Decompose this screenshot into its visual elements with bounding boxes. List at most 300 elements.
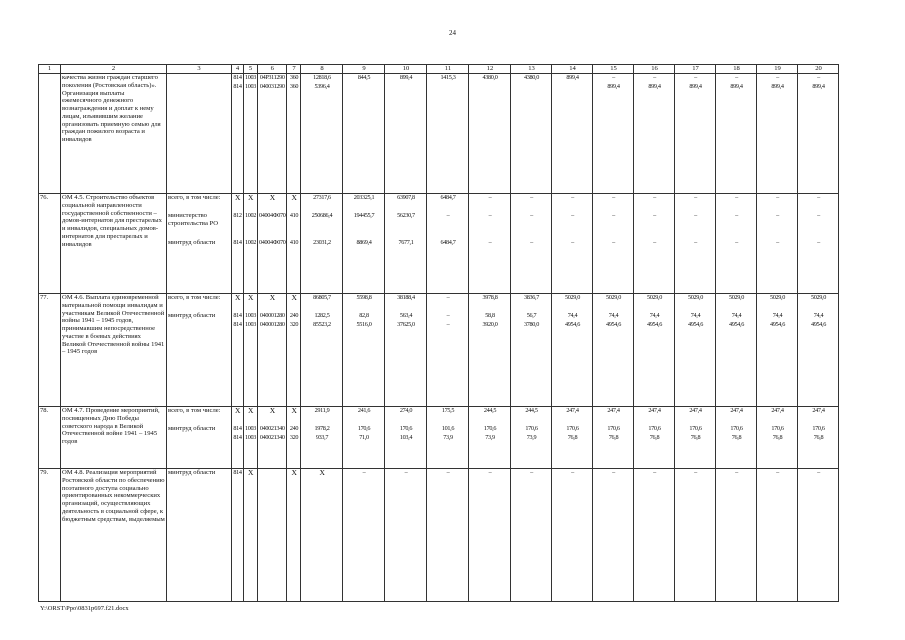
value-line: Х [247,468,254,477]
value-line: Х [269,293,275,302]
row-number: 77. [39,294,61,407]
value-line: – [817,239,820,246]
value-cell [634,469,675,602]
value-line: – [653,212,656,219]
value-line: 899,4 [648,83,661,90]
value-line: – [362,469,366,476]
value-cell [343,194,385,294]
value-cell [757,469,798,602]
value-cell [257,294,287,407]
value-line: 76,8 [690,434,701,441]
value-cell [593,407,634,469]
executor-line: минтруд области [168,425,216,432]
value-cell [634,74,675,194]
value-line: – [612,212,615,219]
value-cell [232,407,244,469]
value-line: 250686,4 [311,212,333,219]
value-cell [469,469,511,602]
value-line: 4380,0 [524,74,539,81]
value-line: 103,4 [399,434,413,441]
value-line: 814 [233,321,242,328]
value-cell [257,74,287,194]
value-line [259,469,286,478]
value-cell [716,469,757,602]
value-line: 360 [289,74,299,81]
value-cell [552,469,593,602]
value-line: – [694,194,697,201]
table-row [39,74,839,194]
value-line: 899,4 [689,83,702,90]
value-line: 5029,0 [688,294,703,301]
executor-line [168,92,230,110]
header-cell: 17 [675,65,716,74]
value-line: – [817,212,820,219]
value-line: – [404,469,408,476]
value-line: 1002 [245,212,256,219]
header-cell: 12 [469,65,511,74]
value-cell [244,407,258,469]
value-cell [798,469,839,602]
value-cell [427,407,469,469]
value-line: 240 [289,425,299,432]
value-cell [511,74,552,194]
value-line: – [653,194,656,201]
value-line: 203325,1 [353,194,375,201]
table-row [39,469,839,602]
value-line [386,83,425,92]
value-cell [675,407,716,469]
header-row [39,65,839,74]
value-line: – [571,239,574,246]
value-line: 1003 [245,83,256,90]
value-line: 170,6 [525,425,538,432]
value-line: – [817,74,820,81]
value-line: 247,4 [648,407,661,414]
value-line: 4954,6 [811,321,826,328]
value-line: 3920,0 [482,321,498,328]
executor-line: всего, в том числе: [168,294,221,301]
table-body [39,65,839,602]
value-line: 5029,0 [606,294,621,301]
value-cell [511,469,552,602]
value-line: 5029,0 [647,294,662,301]
value-line: 76,8 [731,434,742,441]
value-cell [511,194,552,294]
value-cell [552,407,593,469]
value-line: 170,6 [771,425,784,432]
value-line: – [612,239,615,246]
value-line: 899,4 [730,83,743,90]
value-line: 3978,8 [482,294,498,301]
value-cell [287,407,301,469]
value-cell [469,294,511,407]
value-line: 74,4 [731,312,742,319]
value-cell [593,469,634,602]
value-line: 7677,1 [398,239,414,246]
value-cell [634,294,675,407]
value-line: – [530,194,533,201]
value-line: 63907,8 [397,194,415,201]
value-line: 76,8 [772,434,783,441]
header-cell: 18 [716,65,757,74]
value-line: 410 [289,212,299,219]
value-cell [301,294,343,407]
row-number: 76. [39,194,61,294]
value-cell [385,194,427,294]
value-cell [511,294,552,407]
value-line: – [488,212,492,219]
value-line [553,83,591,92]
value-line: 04004Ф070 [258,212,286,219]
value-line: 170,6 [689,425,702,432]
value-line: 74,4 [608,312,619,319]
table-row [39,294,839,407]
value-line: 170,6 [812,425,825,432]
value-line: 4954,6 [688,321,703,328]
value-line: – [530,239,533,246]
executor-line: минтруд области [168,312,216,319]
value-line: 1003 [245,321,256,328]
executor-line [168,330,230,348]
value-cell [469,194,511,294]
value-line: 4954,6 [729,321,744,328]
value-line [470,83,509,92]
value-line: 74,4 [772,312,783,319]
value-line: 5516,0 [356,321,372,328]
header-cell: 20 [798,65,839,74]
value-line: 814 [233,469,242,476]
value-line: 814 [233,425,242,432]
value-cell [232,74,244,194]
value-line: 4954,6 [606,321,621,328]
value-line: – [488,194,492,201]
value-cell [593,194,634,294]
value-cell [593,294,634,407]
measure-name: ОМ 4.7. Проведение мероприятий, посвященных Дню Победы советского народа в Великой Отечественной войне 1941 – 1945 годов [61,407,167,469]
header-cell: 4 [232,65,244,74]
executor-line: министерство строительства РО [168,212,219,227]
value-line: 040001280 [259,321,285,328]
value-line: – [612,194,615,201]
page-number: 24 [449,29,456,37]
value-line: 899,4 [566,74,579,81]
value-cell [552,194,593,294]
value-line: Х [291,406,297,415]
value-line: 899,4 [771,83,784,90]
value-cell [757,407,798,469]
header-cell: 6 [257,65,287,74]
value-line: – [488,239,492,246]
value-line: 71,0 [359,434,369,441]
value-line: 814 [233,74,242,81]
measure-name: ОМ 4.8. Реализация мероприятий Ростовской области по обеспечению поэтапного доступа социально ориентированных некоммерческих организаций, осуществляющих деятельность в социальной сфере, к бюджетным средствам, выделяемым [61,469,167,602]
value-line: 58,8 [485,312,495,319]
value-line: 814 [233,239,242,246]
value-line: 85523,2 [313,321,331,328]
value-line: 844,5 [357,74,371,81]
value-line: – [817,194,820,201]
value-line: 040021340 [259,434,285,441]
value-line: 4380,0 [482,74,498,81]
measure-name: ОМ 4.6. Выплата единовременной материальной помощи инвалидам и участникам Великой Отечественной войны 1941 – 1945 годов, принимавшим непосредственное участие в боевых действиях Великой Отечественной войны 1941 – 1945 годов [61,294,167,407]
header-cell: 16 [634,65,675,74]
value-line: – [694,469,697,476]
value-line: Х [234,293,241,302]
value-cell [287,74,301,194]
value-cell [427,469,469,602]
executor-cell [167,74,232,194]
value-line: 247,4 [730,407,743,414]
value-line: 1415,3 [440,74,456,81]
value-line: Х [269,193,275,202]
value-line: 5029,0 [565,294,580,301]
value-line: – [776,469,779,476]
value-line: 8869,4 [356,239,372,246]
value-line: 170,6 [357,425,371,432]
value-cell [798,74,839,194]
value-line: 241,6 [357,407,371,414]
value-cell [757,74,798,194]
value-line: 1978,2 [314,425,330,432]
value-line: 170,6 [483,425,497,432]
value-line: 4954,6 [565,321,580,328]
value-line: 56230,7 [397,212,415,219]
value-line: 194455,7 [353,212,375,219]
value-line: – [571,469,574,476]
value-line: – [817,469,820,476]
value-line: 170,6 [607,425,620,432]
value-line: Х [319,468,325,477]
value-line: – [653,74,656,81]
value-cell [798,194,839,294]
value-line: 244,5 [483,407,497,414]
value-line: 76,8 [608,434,619,441]
value-line: 1003 [245,312,256,319]
value-line: – [694,239,697,246]
executor-line: минтруд области [168,239,216,246]
value-line: 3780,0 [524,321,539,328]
value-line: – [735,469,738,476]
value-line: 23031,2 [313,239,331,246]
value-line: 410 [289,239,299,246]
table-row [39,407,839,469]
value-line: – [694,74,697,81]
value-cell [244,194,258,294]
value-line: – [446,312,450,319]
value-cell [343,469,385,602]
row-number [39,74,61,194]
value-cell [232,294,244,407]
header-cell: 9 [343,65,385,74]
row-number: 79. [39,469,61,602]
executor-cell [167,407,232,469]
value-line: 86805,7 [313,294,331,301]
value-line: Х [291,468,297,477]
value-cell [427,74,469,194]
value-line [512,83,550,92]
value-line: 6484,7 [440,239,456,246]
value-line: 38188,4 [397,294,415,301]
value-cell [232,469,244,602]
value-cell [301,407,343,469]
value-cell [257,407,287,469]
value-line: 1003 [245,425,256,432]
value-cell [798,294,839,407]
value-line: – [735,212,738,219]
value-line: Х [247,293,254,302]
value-cell [757,194,798,294]
value-line [428,83,467,92]
measure-name: качества жизни граждан старшего поколения (Ростовская область)». Организация выплаты ежемесячного денежного вознаграждения и доплат к нему лицам, изъявившим желание организовать приемную семью для граждан пожилого возраста и инвалидов [61,74,167,194]
executor-line [168,74,230,92]
value-line: – [653,239,656,246]
value-line: 73,9 [485,434,495,441]
value-line: – [488,469,492,476]
executor-cell [167,294,232,407]
header-cell: 2 [61,65,167,74]
value-line: 74,4 [649,312,660,319]
value-line: 170,6 [730,425,743,432]
value-line: 27317,6 [313,194,331,201]
value-line: 320 [289,321,299,328]
value-line: 74,4 [813,312,824,319]
value-line: – [571,212,574,219]
value-line: 247,4 [771,407,784,414]
value-line: 76,8 [813,434,824,441]
value-line: 4954,6 [770,321,785,328]
value-cell [385,294,427,407]
value-line: 320 [289,434,299,441]
value-line: 76,8 [567,434,578,441]
value-cell [716,407,757,469]
value-line: 170,6 [648,425,661,432]
value-line: 5029,0 [770,294,785,301]
header-cell: 3 [167,65,232,74]
value-line: – [735,239,738,246]
value-line: Х [234,193,241,202]
value-line: 56,7 [526,312,537,319]
executor-line: минтруд области [168,469,216,476]
value-line: – [446,469,450,476]
value-line: 899,4 [607,83,620,90]
value-cell [552,74,593,194]
value-cell [287,294,301,407]
executor-cell [167,469,232,602]
value-line: 899,4 [399,74,413,81]
value-line: 1002 [245,239,256,246]
value-line [344,83,383,92]
value-cell [343,407,385,469]
value-line: – [694,212,697,219]
value-cell [757,294,798,407]
value-cell [232,194,244,294]
value-line: 4954,6 [647,321,662,328]
value-line: Х [269,406,275,415]
value-line: Х [234,406,241,415]
value-cell [552,294,593,407]
value-line: – [735,194,738,201]
header-cell: 7 [287,65,301,74]
value-line: Х [291,293,297,302]
value-cell [634,407,675,469]
value-cell [716,74,757,194]
value-line: 814 [233,83,242,90]
value-cell [427,294,469,407]
value-line: – [530,469,533,476]
value-line: – [530,212,533,219]
value-line: 04004Ф070 [258,239,286,246]
header-cell: 10 [385,65,427,74]
value-cell [385,469,427,602]
header-cell: 19 [757,65,798,74]
value-line: 814 [233,434,242,441]
value-line: 101,6 [441,425,455,432]
header-cell: 5 [244,65,258,74]
value-line: 74,4 [690,312,701,319]
value-line: Х [291,193,297,202]
measure-name: ОМ 4.5. Строительство объектов социальной направленности государственной собственности – домов-интернатов для престарелых и инвалидов, специальных домов-интернатов для престарелых и инвалидов [61,194,167,294]
value-cell [593,74,634,194]
value-cell [287,469,301,602]
executor-cell [167,194,232,294]
value-line: 244,5 [525,407,538,414]
value-line: 73,9 [443,434,453,441]
value-line: – [612,74,615,81]
value-line: 74,4 [567,312,578,319]
value-line: Х [247,406,254,415]
value-line: 1282,5 [314,312,330,319]
value-cell [716,194,757,294]
value-line: – [776,212,779,219]
value-line: 170,6 [566,425,579,432]
value-cell [385,74,427,194]
executor-line: всего, в том числе: [168,194,221,201]
value-cell [343,294,385,407]
value-cell [385,407,427,469]
header-cell: 8 [301,65,343,74]
value-line: 6484,7 [440,194,456,201]
value-cell [244,294,258,407]
value-cell [675,74,716,194]
value-cell [287,194,301,294]
header-cell: 1 [39,65,61,74]
header-cell: 13 [511,65,552,74]
value-cell [343,74,385,194]
value-line: 37625,0 [397,321,415,328]
value-line: – [446,212,450,219]
value-cell [257,469,287,602]
value-line: 563,4 [399,312,413,319]
value-line: – [571,194,574,201]
value-line: 73,9 [526,434,537,441]
value-line: – [776,74,779,81]
header-cell: 11 [427,65,469,74]
value-line: 040021340 [259,425,285,432]
value-cell [301,194,343,294]
value-line: 247,4 [689,407,702,414]
value-line: 040001280 [259,312,285,319]
value-line: – [612,469,615,476]
value-line: – [446,294,450,301]
value-cell [301,469,343,602]
value-line: – [735,74,738,81]
header-cell: 15 [593,65,634,74]
value-cell [675,469,716,602]
value-line: 1003 [245,74,256,81]
value-line: 12818,6 [313,74,331,81]
budget-table [38,64,839,602]
value-line: 933,7 [315,434,329,441]
